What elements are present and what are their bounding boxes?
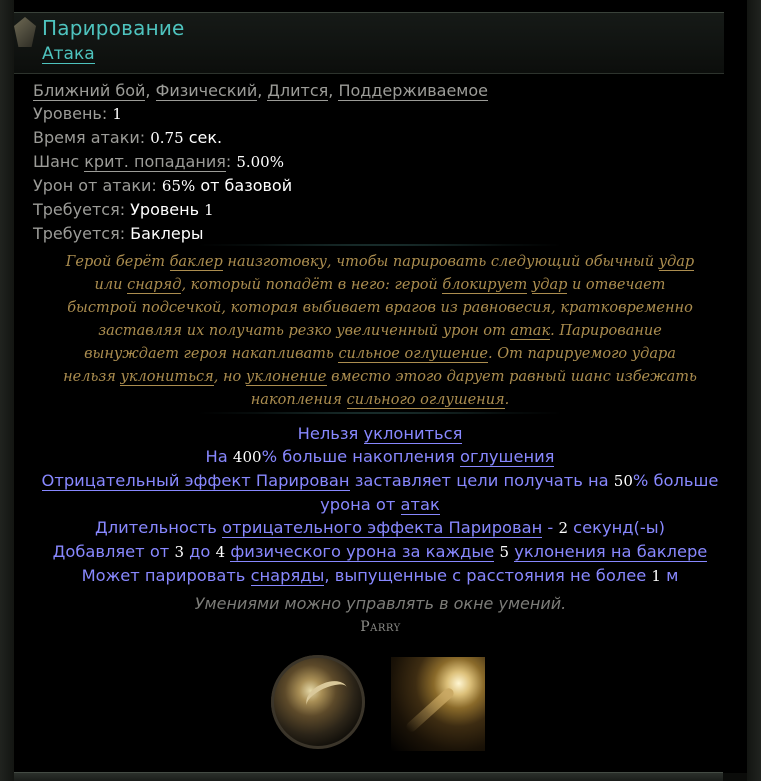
requirement2-label: Требуется: — [33, 224, 131, 243]
modifier-line: Длительность отрицательного эффекта Парирован - 2 секунд(-ы) — [95, 518, 665, 537]
tag-duration[interactable]: Длится — [267, 81, 329, 100]
keyword-evade-mod[interactable]: уклониться — [363, 424, 463, 443]
crit-keyword[interactable]: крит. попадания — [84, 152, 226, 171]
skill-hint: Умениями можно управлять в окне умений. — [194, 594, 567, 613]
skill-description: Герой берёт баклер наизготовку, чтобы парировать следующий обычный удар или снаряд, который попадёт в него: герой блокирует удар и отвечает быстрой подсечкой, которая выбивает врагов из равновесия, кратковременно заставляя их получать резко увеличенный урон от атак. Парирование вынуждает героя накапливать сильное оглушение. От парируемого удара нельзя уклониться, но уклонение вместо этого дарует равный шанс избежать накопления сильного оглушения. — [63, 254, 697, 408]
stats-block — [33, 79, 488, 245]
crit-label: Шанс — [33, 152, 85, 171]
keyword-parried-debuff-2[interactable]: отрицательного эффекта Парирован — [222, 518, 543, 537]
attack-time-line — [33, 126, 488, 150]
crit-colon: : — [225, 152, 237, 171]
keyword-blocks[interactable]: блокирует — [442, 277, 528, 293]
skill-title: Парирование — [42, 16, 185, 40]
requirement-label: Требуется: — [33, 200, 131, 219]
tooltip-header — [14, 12, 724, 74]
requirement-weapon-line — [33, 222, 488, 245]
modifier-line: Нельзя уклониться — [297, 424, 463, 443]
keyword-heavy-stun[interactable]: сильное оглушение — [338, 346, 488, 362]
damage-value: 65% — [161, 177, 196, 195]
tag-physical[interactable]: Физический — [155, 81, 258, 100]
keyword-strike[interactable]: удар — [658, 254, 695, 270]
header-gem-icon — [14, 17, 36, 47]
crit-value: 5.00% — [236, 153, 284, 171]
keyword-attacks[interactable]: атак — [510, 323, 551, 339]
damage-suffix: от базовой — [195, 176, 293, 195]
skill-modifiers — [20, 422, 740, 588]
skill-subtitle[interactable]: Атака — [42, 44, 95, 64]
keyword-evade[interactable]: уклониться — [120, 369, 214, 385]
frame-edge-left — [0, 0, 14, 781]
keyword-parried-debuff[interactable]: Отрицательный эффект Парирован — [41, 471, 350, 490]
attack-time-value: 0.75 — [150, 129, 184, 147]
separator — [190, 244, 570, 246]
damage-label: Урон от атаки: — [33, 176, 162, 195]
skill-tags: Ближний бой, Физический, Длится, Поддерживаемое — [33, 81, 488, 100]
requirement-level-text: Уровень — [130, 200, 205, 219]
modifier-line: Может парировать снаряды, выпущенные с расстояния не более 1 м — [81, 566, 679, 585]
keyword-buckler-evasion[interactable]: уклонения на баклере — [514, 542, 708, 561]
keyword-projectile[interactable]: снаряд — [127, 277, 182, 293]
modifier-line: На 400% больше накопления оглушения — [205, 447, 555, 466]
requirement-level-line — [33, 198, 488, 222]
level-value: 1 — [112, 105, 122, 123]
separator-2 — [190, 412, 570, 414]
keyword-physical-damage[interactable]: физического урона за каждые — [230, 542, 495, 561]
keyword-heavy-stun-2[interactable]: сильного оглушения — [346, 392, 505, 408]
bottom-bar — [14, 772, 723, 781]
keyword-attacks-mod[interactable]: атак — [400, 495, 440, 514]
keyword-strike-2[interactable]: удар — [531, 277, 568, 293]
modifier-line: Добавляет от 3 до 4 физического урона за каждые 5 уклонения на баклере — [52, 542, 708, 561]
keyword-projectiles[interactable]: снаряды — [250, 566, 325, 585]
level-label: Уровень: — [33, 104, 113, 123]
keyword-buckler[interactable]: баклер — [169, 254, 223, 270]
attack-time-label: Время атаки: — [33, 128, 151, 147]
keyword-evasion[interactable]: уклонение — [245, 369, 327, 385]
crit-line — [33, 150, 488, 174]
keyword-stun[interactable]: оглушения — [459, 447, 555, 466]
attack-time-unit: сек. — [183, 128, 223, 147]
requirement-weapon-value: Баклеры — [130, 224, 204, 243]
damage-line — [33, 174, 488, 198]
tag-melee[interactable]: Ближний бой — [33, 81, 146, 100]
modifier-line: Отрицательный эффект Парирован заставляет цели получать на 50% больше урона от атак — [41, 471, 719, 514]
level-line — [33, 102, 488, 126]
tag-persistent[interactable]: Поддерживаемое — [338, 81, 488, 100]
requirement-level-value: 1 — [204, 201, 214, 219]
frame-edge-right — [747, 0, 761, 781]
skill-id-label: Parry — [360, 619, 401, 635]
